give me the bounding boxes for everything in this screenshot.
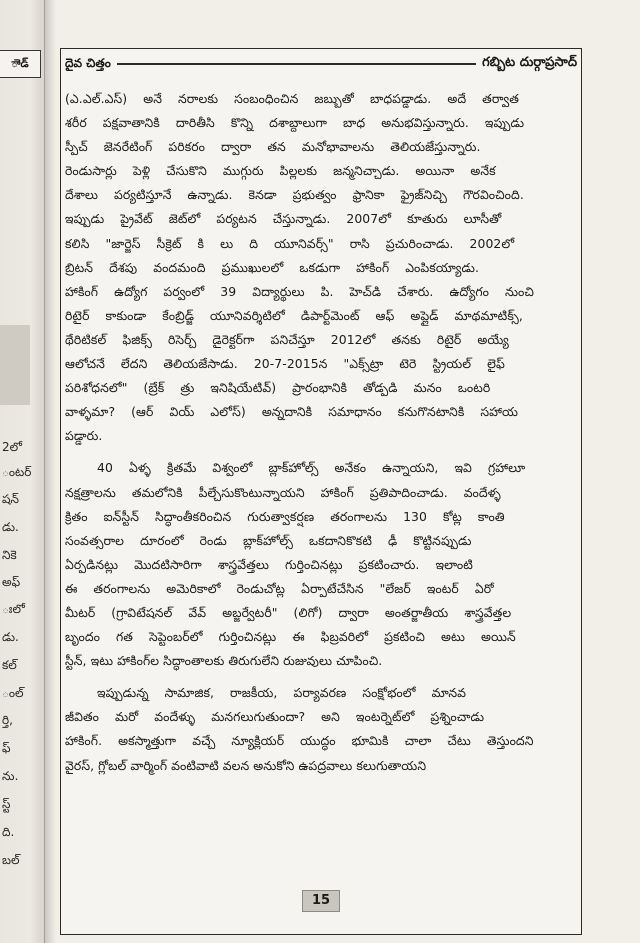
prev-page-header-tab: ాెడ్ bbox=[0, 50, 41, 78]
paragraph bbox=[65, 456, 575, 673]
previous-page-edge bbox=[0, 0, 45, 943]
prev-page-fragment: ంల్ bbox=[2, 686, 24, 700]
text-line: (ఎ.ఎల్.ఎస్) అనే నరాలకు సంబంధించిన జబ్బుతో బాధపడ్డాడు. అదే తర్వాత bbox=[65, 91, 519, 106]
prev-page-fragment: స్ట్ bbox=[2, 797, 11, 811]
text-line: బృందం గత సెప్టెంబర్‌లో గుర్తించినట్లు ఈ ఫిబ్రవరిలో ప్రకటించి అటు అయిన్ bbox=[65, 629, 516, 645]
header-book-title: దైవ చిత్తం bbox=[65, 55, 111, 70]
page-gutter-shadow bbox=[44, 0, 56, 943]
paragraph-gap bbox=[65, 448, 575, 456]
prev-page-fragment: డు. bbox=[2, 520, 19, 534]
prev-page-fragment: బల్ bbox=[2, 853, 20, 867]
text-line: హాకింగ్. అకస్మాత్తుగా వచ్చే న్యూక్లియర్ యుద్ధం భూమికి చాలా చేటు తెస్తుందని bbox=[65, 733, 534, 749]
header-rule bbox=[117, 63, 476, 65]
prev-page-shaded-box bbox=[0, 325, 30, 405]
text-line: పరిశోధనలో" (బ్రేక్ త్రు ఇనిషియేటివ్) ప్రారంభానికి తోడ్పడి మనం ఒంటరి bbox=[65, 380, 491, 396]
running-header bbox=[65, 53, 577, 75]
text-line: కలిసి "జార్జెస్ సీక్రెట్ కి లు ది యూనివర్స్" రాసి ప్రచురించాడు. 2002లో bbox=[65, 235, 515, 251]
prev-page-fragment: 2లో bbox=[2, 440, 22, 454]
paragraph-gap bbox=[65, 673, 575, 681]
text-line: స్పీచ్ జెనరేటింగ్ పరికరం ద్వారా తన మనోభావాలను తెలియజేస్తున్నారు. bbox=[65, 139, 481, 155]
text-line: క్రితం ఐన్‌స్టీన్ సిద్ధాంతీకరించిన గురుత్వాకర్షణ తరంగాలను 130 కోట్ల కాంతి bbox=[65, 508, 505, 524]
prev-page-fragment: ంటర్ bbox=[2, 465, 32, 479]
text-line: రిటైర్ కాకుండా కేంబ్రిడ్జ్ యూనివర్శిటిలో డిపార్ట్‌మెంట్ ఆఫ్ అప్లైడ్ మాథమాటిక్స్, bbox=[65, 307, 523, 323]
text-line: ఇప్పుడు ప్రైవేట్ జెట్‌లో పర్యటన చేస్తున్నాడు. 2007లో కూతురు లూసీతో bbox=[65, 211, 502, 227]
body-text bbox=[65, 87, 575, 778]
text-line: శరీర పక్షవాతానికి దారితీసి కొన్ని దశాబ్దాలుగా బాధ అనుభవిస్తున్నారు. ఇప్పుడు bbox=[65, 115, 525, 131]
prev-page-fragment: ను. bbox=[2, 769, 19, 783]
prev-page-fragment: నికె bbox=[2, 548, 17, 562]
prev-page-fragment: డు. bbox=[2, 630, 19, 644]
text-line: దేశాలు పర్యటిస్తూనే ఉన్నాడు. కెనడా ప్రభుత్వం ఫ్రానికా ఫ్రైజ్‌నిచ్చి గౌరవించింది. bbox=[65, 187, 524, 203]
text-line: వైరస్, గ్లోబల్ వార్మింగ్ వంటివాటి వలన అనుకోని ఉపద్రవాలు కలుగుతాయని bbox=[65, 757, 427, 773]
text-line: హాకింగ్ ఉద్యోగ పర్వంలో 39 విద్యార్థులు పి. హెచ్‌డి చేశారు. ఉద్యోగం నుంచి bbox=[65, 283, 534, 299]
text-line: నక్షత్రాలను తమలోనికి పీల్చేసుకొంటున్నాయని హాకింగ్ ప్రతిపాదించాడు. వందేళ్ళ bbox=[65, 484, 501, 500]
prev-page-fragment: ర్తి, bbox=[2, 713, 13, 727]
text-line: రెండుసార్లు పెళ్లి చేసుకొని ముగ్గురు పిల్లలకు జన్మనిచ్చాడు. అయినా అనేక bbox=[65, 163, 496, 179]
text-line: సంవత్సరాల దూరంలో రెండు బ్లాక్‌హోల్స్ ఒకదానికొకటి ఢీ కొట్టినప్పుడు bbox=[65, 532, 472, 548]
text-line: ఇప్పుడున్న సామాజిక, రాజకీయ, పర్యావరణ సంక్షోభంలో మానవ bbox=[97, 685, 467, 701]
prev-page-fragment: ది. bbox=[2, 825, 15, 839]
text-line: ఆలోచనే లేదని తెలియజేసాడు. 20-7-2015న "ఎక్స్‌ట్రా టెరె స్ట్రియల్ లైఫ్ bbox=[65, 356, 505, 372]
page-frame bbox=[60, 48, 582, 935]
text-line: థేరిటికల్ ఫిజిక్స్ రిసెర్చ్ డైరెక్టర్‌గా పనిచేస్తూ 2012లో తనకు రిటైర్ అయ్యే bbox=[65, 331, 509, 347]
prev-page-fragment: అఫ్ bbox=[2, 575, 21, 589]
prev-page-fragment: ఫ్ bbox=[2, 741, 11, 755]
header-author: గబ్బిట దుర్గాప్రసాద్ bbox=[482, 55, 577, 70]
paragraph bbox=[65, 681, 575, 777]
text-line: పడ్డారు. bbox=[65, 428, 103, 444]
paragraph bbox=[65, 87, 575, 448]
text-line: జీవితం మరో వందేళ్ళు మనగలుగుతుందా? అని ఇంటర్నెట్‌లో ప్రశ్నించాడు bbox=[65, 709, 485, 725]
prev-page-fragment: షన్ bbox=[2, 492, 19, 506]
text-line: మీటర్ (గ్రావిటేషనల్ వేవ్ అబ్జర్వేటరీ" (లిగో) ద్వారా అంతర్జాతీయ శాస్త్రవేత్తల bbox=[65, 604, 512, 620]
text-line: ఈ తరంగాలను అమెరికాలో రెండుచోట్ల ఏర్పాటేచేసిన "లేజర్ ఇంటర్ ఏరో bbox=[65, 580, 494, 596]
prev-page-fragment: కల్ bbox=[2, 658, 17, 672]
text-line: 40 ఏళ్ళ క్రితమే విశ్వంలో బ్లాక్‌హోల్స్ అనేకం ఉన్నాయని, ఇవి గ్రహాలూ bbox=[97, 460, 526, 476]
text-line: బ్రిటన్ దేశపు వందమంది ప్రముఖులలో ఒకడుగా హాకింగ్ ఎంపికయ్యాడు. bbox=[65, 259, 480, 275]
text-line: స్టీన్, ఇటు హాకింగ్‌ల సిద్ధాంతాలకు తిరుగులేని రుజువులు చూపించి. bbox=[65, 653, 383, 669]
text-line: ఏర్పడినట్లు మొదటిసారిగా శాస్త్రవేత్తలు గుర్తించినట్లు ప్రకటించారు. ఇలాంటి bbox=[65, 556, 473, 572]
prev-page-fragment: ఃలో bbox=[2, 602, 25, 616]
page-number: 15 bbox=[302, 890, 340, 912]
text-line: వాళ్ళమా? (ఆర్ వియ్ ఎలోస్) అన్నదానికి సమాధానం కనుగొనటానికి సహాయ bbox=[65, 404, 519, 420]
